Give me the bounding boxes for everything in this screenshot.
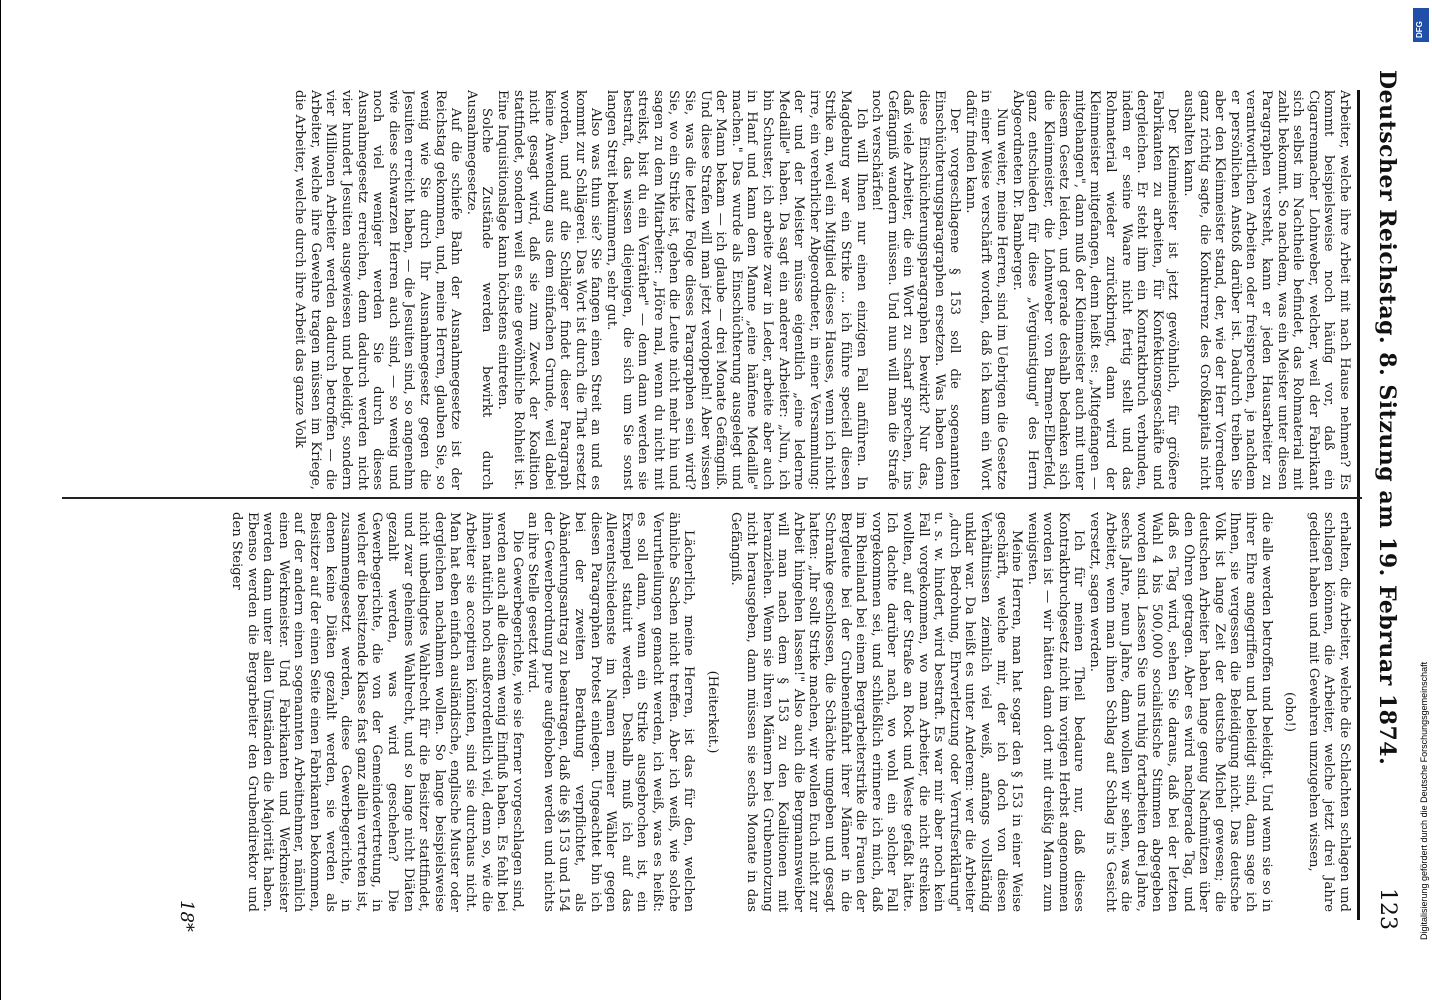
right-paragraph: Ich für meinen Theil bedaure nur, daß dieses Kontraktbruchgesetz nicht im vorigen Herbst angenommen worden ist — wir hätten dann dort mit dreißig Mann zum wenigsten.: [1024, 512, 1087, 912]
page-number: 123: [1375, 888, 1400, 930]
left-paragraph: Also was thun sie? Sie fangen einen Streit an und es kommt zur Schlägerei. Das Wort ist durch die That ersetzt worden, und auf die Schläger findet dieser Paragraph keine Anwendung aus dem einfachen Grunde, weil dabei nicht gesagt wird, daß sie zum Zweck der Koalition stattfindet, sondern weil es eine gewöhnliche Rohheit ist. Eine Inquisitionslage kann höchstens eintreten.: [494, 90, 604, 490]
page-header: [1362, 70, 1402, 940]
digitization-note: Digitalisierung gefördert durch die Deutsche Forschungsgemeinschaft: [1419, 661, 1429, 940]
left-paragraph: Der vorgeschlagene § 153 soll die sogenannten Einschüchterungsparagraphen ersetzen. Was haben denn diese Einschüchterungsparagraphen bewirkt? Nur das, daß viele Arbeiter, die ein Wort zu scharf sprechen, ins Gefängniß wandern müssen. Und nun will man die Strafe noch verschärfen!: [869, 90, 963, 490]
left-column: [52, 90, 1352, 490]
right-paragraph: Meine Herren, man hat sogar den § 153 in einer Weise geschärft, welche mir, der ich doch von diesen Verhältnissen ziemlich viel weiß, anfangs vollständig unklar war. Da heißt es unter Anderem: wer die Arbeiter „durch Bedrohung, Ehrverletzung oder Verrufserklärung" u. s. w. hindert, wird bestraft. Es war mir aber noch kein Fall vorgekommen, wo man Arbeiter, die nicht streiken wollten, auf der Straße an Rock und Weste gefaßt hätte. Ich dachte darüber nach, wo wohl ein solcher Fall vorgekommen sei, und schließlich erinnere ich mich, daß im Rheinland bei einem Bergarbeiterstrike die Frauen der Bergleute bei der Grubeneinfahrt ihrer Männer in die Schranke geschlossen, die Schächte umgeben und gesagt hatten: „Ihr sollt Strike machen, wir wollen Euch nicht zur Arbeit hingehen lassen!" Also auch die Bergmannsweiber will man nach dem § 153 zu den Koalitionen mit heranziehen. Wenn sie ihren Männern bei Grubennotzung nicht herausgeben, dann müssen sie sechs Monate in das Gefängniß.: [728, 512, 1025, 912]
right-paragraph: Die Gewerbegerichte, wie sie ferner vorgeschlagen sind, werden auch alle diesem wenig Einfluß haben. Es fehlt bei ihnen natürlich noch außerordentlich viel, denn so, wie die Arbeiter sie acceptiren könnten, sind sie durchaus nicht. Man hat eben einfach ausländische, englische Muster oder dergleichen nachahmen wollen. So lange beispielsweise nicht unbedingtes Wahlrecht für die Beisitzer stattfindet, und zwar geheimes Wahlrecht, und so lange nicht Diäten gezahlt werden, was wird geschehen? Die Gewerbegerichte, die von der Gemeindevertretung, in welcher die besitzende Klasse fast ganz allein vertreten ist, zusammengesetzt werden, diese Gewerbegerichte, in denen keine Diäten gezahlt werden, sie werden als Beisitzer auf der einen Seite einen Fabrikanten bekommen, auf der andern einen sogenannten Arbeitnehmer, nämlich einen Werkmeister. Und Fabrikanten und Werkmeister werden dann unter allen Umständen die Majorität haben. Ebenso werden die Bergarbeiter den Grubendirektor und den Steiger: [229, 512, 525, 912]
right-column: [52, 512, 1352, 912]
left-paragraph: Der Kleinmeister ist jetzt gewöhnlich, für größere Fabrikanten zu arbeiten, für Konfektionsgeschäfte und dergleichen. Er steht ihm ein Kontraktbruch verbunden, indem er seine Waare nicht fertig stellt und das Rohmaterial wieder zurückbringt, dann wird der Kleinmeister mitgefangen, denn heißt es: „Mitgefangen — mitgehangen", dann muß der Kleinmeister auch mit unter diesem Gesetz leiden, und gerade deshalb bedanken sich die Kleinmeister, die Lohnweber von Barmen-Elberfeld, ganz entschieden für diese „Vergünstigung" des Herrn Abgeordneten Dr. Bamberger.: [1009, 90, 1181, 490]
interjection: (Heiterkeit.): [704, 670, 720, 754]
dfg-logo: [1413, 8, 1429, 42]
page-header-title: Deutscher Reichstag. 8. Sitzung am 19. Februar 1874.: [1374, 70, 1400, 766]
right-paragraph: die alle werden betroffen und beleidigt. Und wenn sie so in ihrer Ehre angegriffen und beleidigt sind, dann sage ich Ihnen, sie vergessen die Beleidigung nicht. Das deutsche Volk ist lange Zeit der deutsche Michel gewesen; die deutschen Arbeiter haben lange genug Nachmützen über den Ohren getragen. Aber es wird nachgerade Tag, und daß es Tag wird, sehen Sie daraus, daß bei der letzten Wahl 4 bis 500,000 socialistische Stimmen abgegeben worden sind. Lassen Sie uns ruhig fortarbeiten drei Jahre, sechs Jahre, neun Jahre, dann wollen wir sehen, was die Arbeiter, wenn man ihnen Schlag auf Schlag in's Gesicht versetzt, sagen werden.: [1087, 512, 1274, 912]
left-paragraph: Solche Zustände werden bewirkt durch Ausnahmegesetze.: [463, 90, 495, 490]
signature-mark: 18*: [176, 900, 197, 932]
right-paragraph: Lächerlich, meine Herren, ist das für den, welchen ähnliche Sachen nicht treffen. Aber ich weiß, wie solche Verurtheilungen gemacht werden, ich weiß, was es heißt: es soll dann, wenn ein Strike ausgebrochen ist, ein Exempel statuirt werden. Deshalb muß ich auf das Allerentschiedenste im Namen meiner Wähler gegen diesen Paragraphen Protest einlegen. Ungeachtet bin ich bei der zweiten Berathung verpflichtet, als Abänderungsantrag zu beantragen, daß die §§ 153 und 154 der Gewerbeordnung pure aufgehoben werden und nichts an ihre Stelle gesetzt wird.: [525, 512, 697, 912]
left-paragraph: Arbeiter, welche ihre Arbeit mit nach Hause nehmen? Es kommt beispielsweise noch häufig vor, daß ein Cigarrenmacher Lohnweber, welcher, weil der Fabrikant sich selbst im Nachtheile befindet, das Rohmaterial mit zahlt bekommt. So nachdem, was ein Meister unter diesen Paragraphen versteht, kann er jeden Hausarbeiter zu verantwortlichen Arbeiten oder freisprechen, je nachdem er persönlichen Anstoß darüber ist. Dadurch treiben Sie aber den Kleinmeister stand, der, wie der Herr Vorredner ganz richtig sagte, die Konkurrenz des Großkapitals nicht aushalten kann.: [1181, 90, 1352, 490]
left-paragraph: Auf die schiefe Bahn der Ausnahmegesetze ist der Reichstag gekommen, und, meine Herren, glauben Sie, so wenig wie Sie durch Ihr Ausnahmegesetz gegen die Jesuiten erreicht haben, — die Jesuiten sind, so angenehm wie diese schwarzen Herren auch sind, — so wenig und noch viel weniger werden Sie durch dieses Ausnahmegesetz erreichen, denn dadurch werden nicht vier hundert Jesuiten ausgewiesen und beleidigt, sondern vier Millionen Arbeiter werden dadurch betroffen — die Arbeiter, welche ihre Gewehre tragen müssen im Kriege, die Arbeiter, welche durch ihre Arbeit das ganze Volk: [292, 90, 464, 490]
dfg-logo-text: DFG: [1415, 21, 1424, 38]
left-paragraph: Ich will Ihnen nur einen einzigen Fall anführen. In Magdeburg war ein Strike ... ich führe speciell diesen Strike an, weil ein Mitglied dieses Hauses, wenn ich nicht irre, ein verehrlicher Abgeordneter, in einer Versammlung: der und der Meister müsse eigentlich „eine lederne Medaille" haben. Da sagt ein anderer Arbeiter: „Nun, ich bin Schuster, ich arbeite zwar in Leder, arbeite aber auch in Hanf und kann dem Manne „eine hänfene Medaille" machen." Das wurde als Einschüchterung ausgelegt und der Mann bekam — ich glaube — drei Monate Gefängniß. Und diese Strafen will man jetzt verdoppeln! Aber wissen Sie, was die letzte Folge dieses Paragraphen sein wird? Sie, wo ein Strike ist, gehen die Leute nicht mehr hin und sagen zu dem Mitarbeiter: „Höre mal, wenn du nicht mit streikst, bist du ein Verräther" — denn dann werden sie bestraft, das wissen diejenigen, die sich um Sie sonst langen Streit bekümmern, sehr gut.: [604, 90, 869, 490]
interjection: (oho!): [1282, 692, 1298, 732]
header-rule: [1357, 90, 1360, 920]
left-paragraph: Nun weiter, meine Herren, sind im Uebrigen die Gesetze in einer Weise verschärft worden, daß ich kaum ein Wort dafür finden kann.: [962, 90, 1009, 490]
column-divider: [62, 497, 1362, 499]
right-paragraph: erhalten, die Arbeiter, welche die Schlachten schlagen und schlagen können, die Arbeiter, welche jetzt drei Jahre gedient haben und mit Gewehren umzugehen wissen,: [1305, 512, 1352, 912]
